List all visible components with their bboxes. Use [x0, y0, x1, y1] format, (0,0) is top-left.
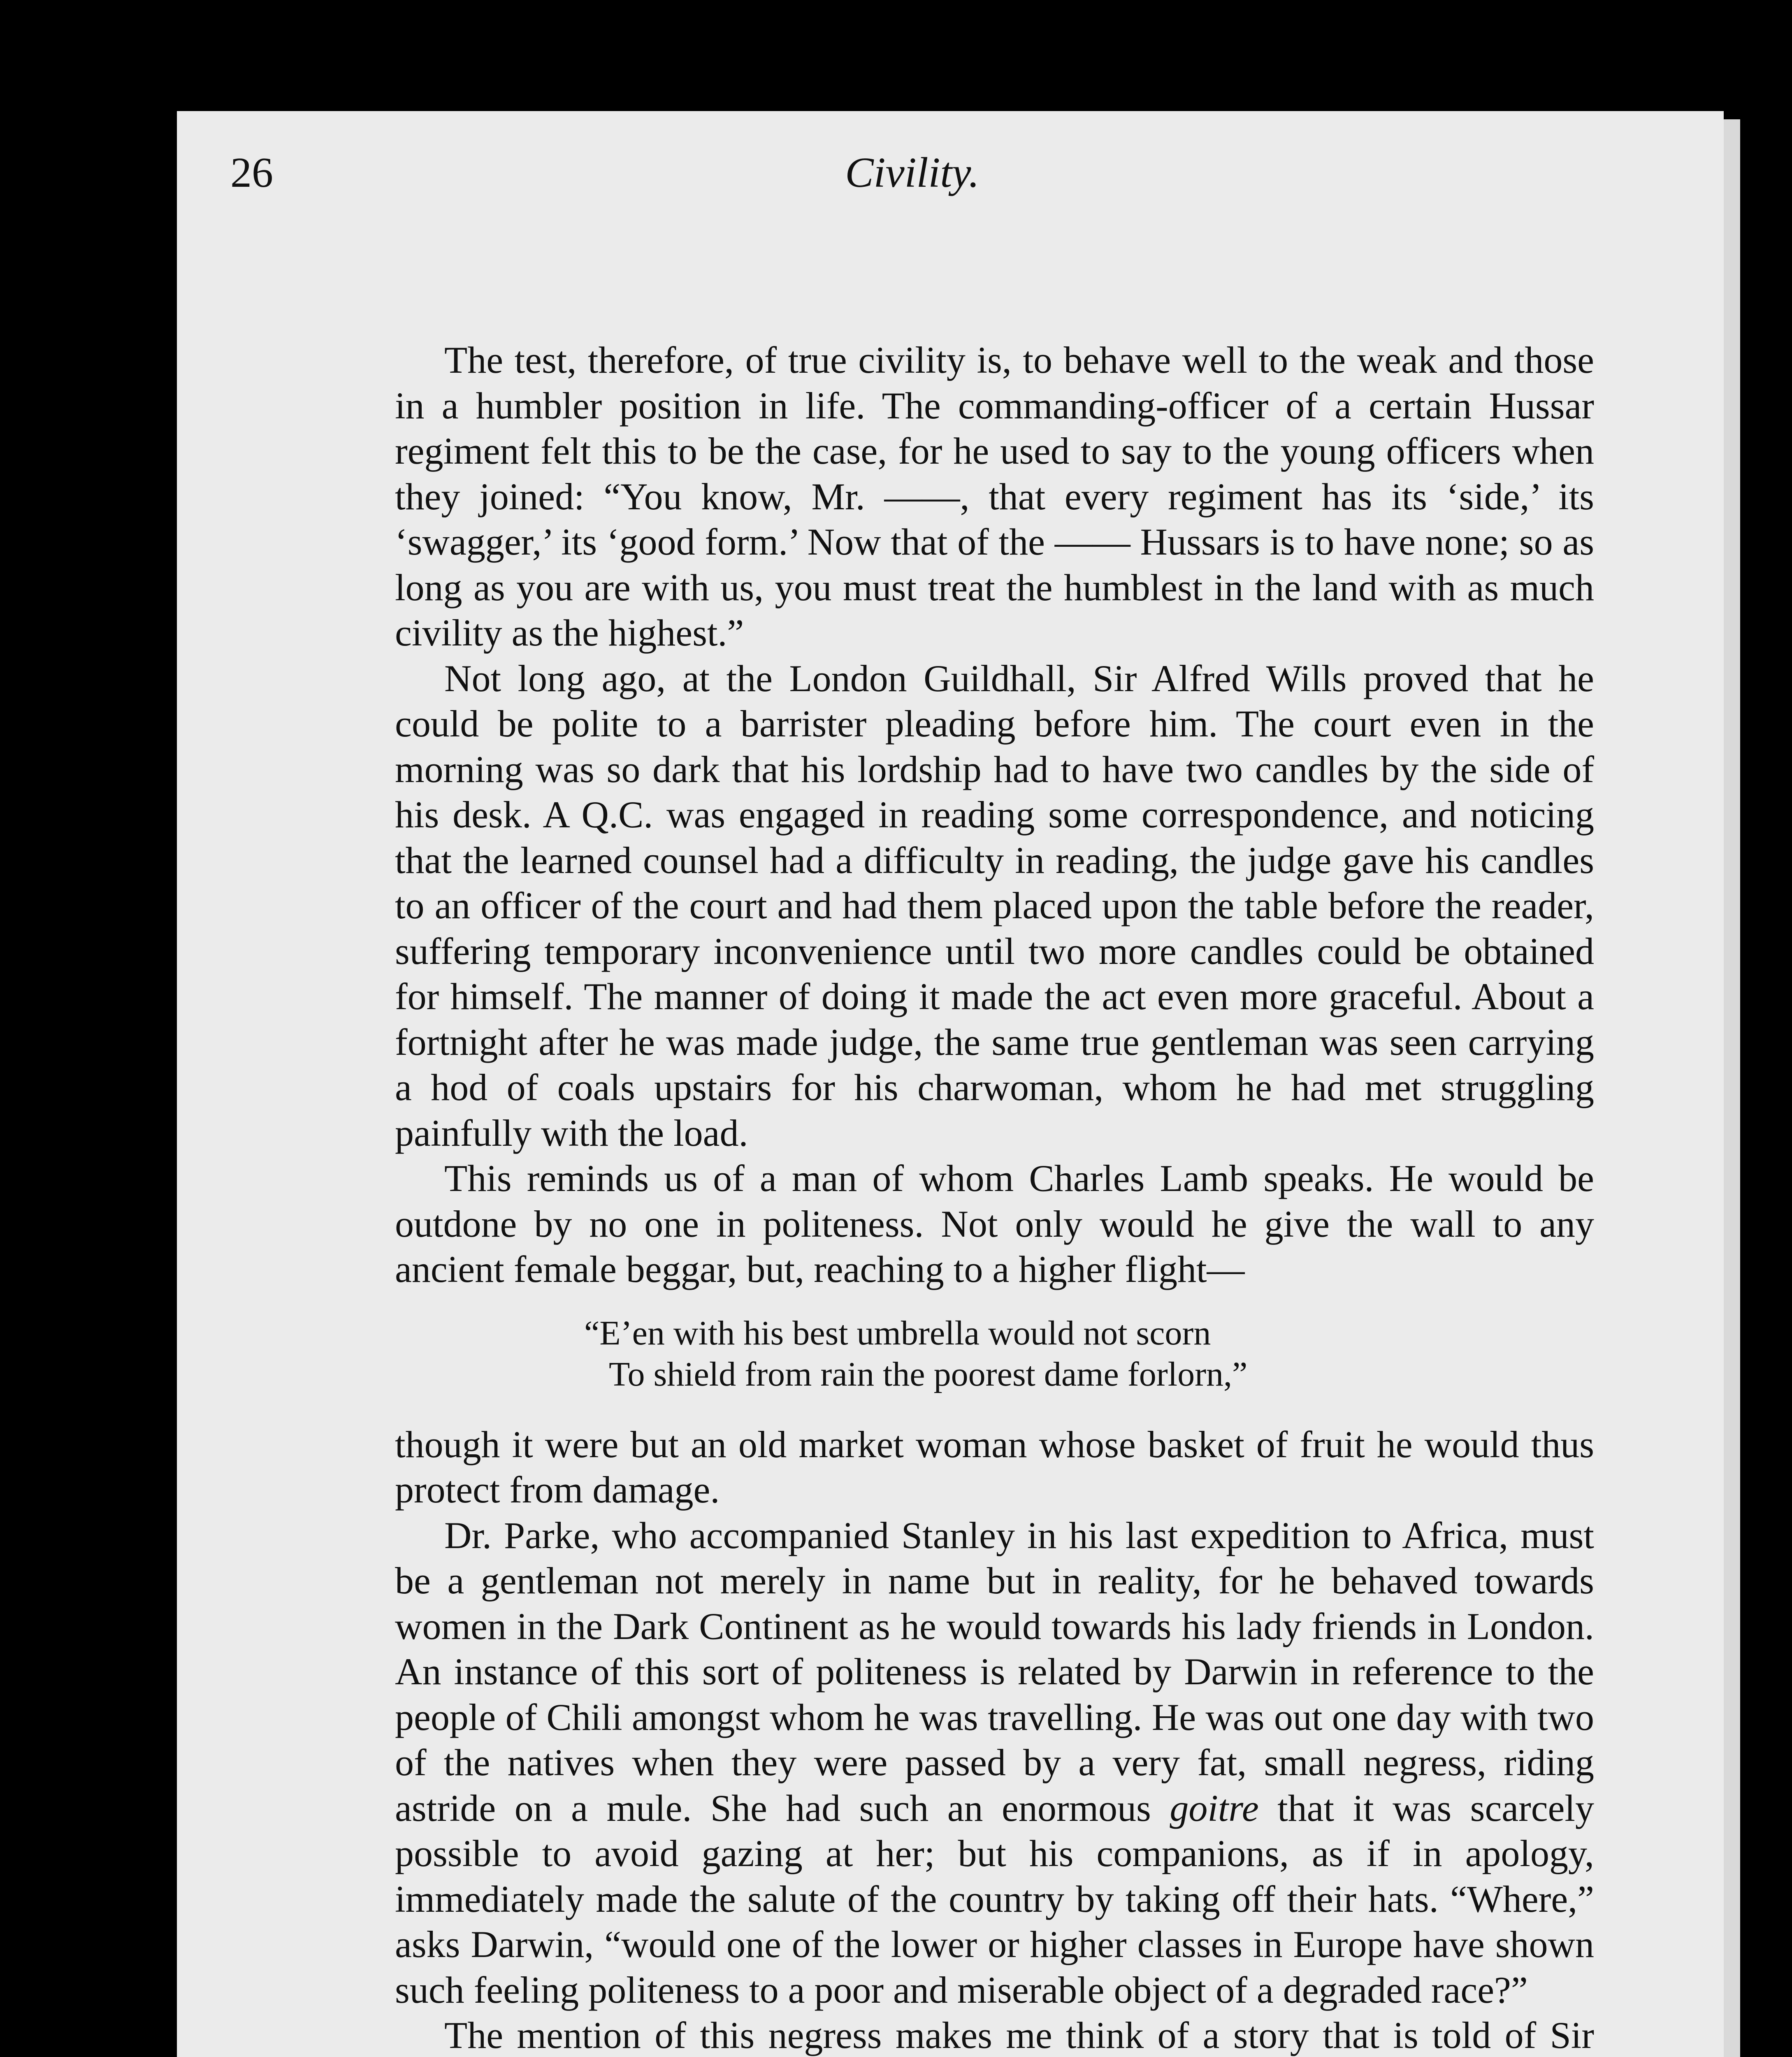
- paragraph: The mention of this negress makes me think of a story that is told of Sir: [444, 2014, 1594, 2056]
- paragraph: The test, therefore, of true civility is, to behave well to the weak and those in a humbler position in life. The commanding-officer of a certain Hussar regiment felt this to be the case, for he used to say to the young officers when they joined: “You know, Mr. ——, that every regiment has its ‘side,’ its ‘swagger,’ its ‘good form.’ Now that of the —— Hussars is to have none; so as long as you are with us, you must treat the humblest in the land with as much civility as the highest.”: [395, 339, 1594, 654]
- paragraph: This reminds us of a man of whom Charles Lamb speaks. He would be outdone by no one in politeness. Not only would he give the wall to any ancient female beggar, but, reaching to a higher flight—: [395, 1157, 1594, 1290]
- text-body: [395, 337, 1594, 2057]
- facing-page-edge: [1724, 119, 1740, 2057]
- page-header: [230, 148, 1594, 196]
- paragraph-text: Dr. Parke, who accompanied Stanley in his last expedition to Africa, must be a gentleman not merely in name but in reality, for he behaved towards women in the Dark Continent as he would towards his lady friends in London. An instance of this sort of politeness is related by Darwin in reference to the people of Chili amongst whom he was travelling. He was out one day with two of the natives when they were passed by a very fat, small negress, riding astride on a mule. She had such an enormous: [395, 1514, 1594, 1829]
- italic-term: goitre: [1170, 1787, 1259, 1829]
- verse-line: To shield from rain the poorest dame forlorn,”: [609, 1355, 1248, 1393]
- running-title: Civility.: [845, 149, 980, 196]
- page-number: 26: [230, 149, 273, 196]
- paragraph-text: that it was scarcely possible to avoid gazing at her; but his companions, as if in apology, immediately made the salute of the country by taking off their hats. “Where,” asks Darwin, “would one of the lower or higher classes in Europe have shown such feeling politeness to a poor and miserable object of a degraded race?”: [395, 1787, 1594, 2011]
- paragraph-continuation: though it were but an old market woman whose basket of fruit he would thus protect from damage.: [395, 1423, 1594, 1511]
- paragraph: Not long ago, at the London Guildhall, Sir Alfred Wills proved that he could be polite to a barrister pleading before him. The court even in the morning was so dark that his lordship had to have two candles by the side of his desk. A Q.C. was engaged in reading some correspondence, and noticing that the learned counsel had a difficulty in reading, the judge gave his candles to an officer of the court and had them placed upon the table before the reader, suffering temporary inconvenience until two more candles could be obtained for himself. The manner of doing it made the act even more graceful. About a fortnight after he was made judge, the same true gentleman was seen carrying a hod of coals upstairs for his charwoman, whom he had met struggling painfully with the load.: [395, 657, 1594, 1154]
- paragraph: [395, 1513, 1594, 2013]
- verse-quote: [395, 1313, 1594, 1395]
- verse-line: “E’en with his best umbrella would not scorn: [584, 1314, 1211, 1352]
